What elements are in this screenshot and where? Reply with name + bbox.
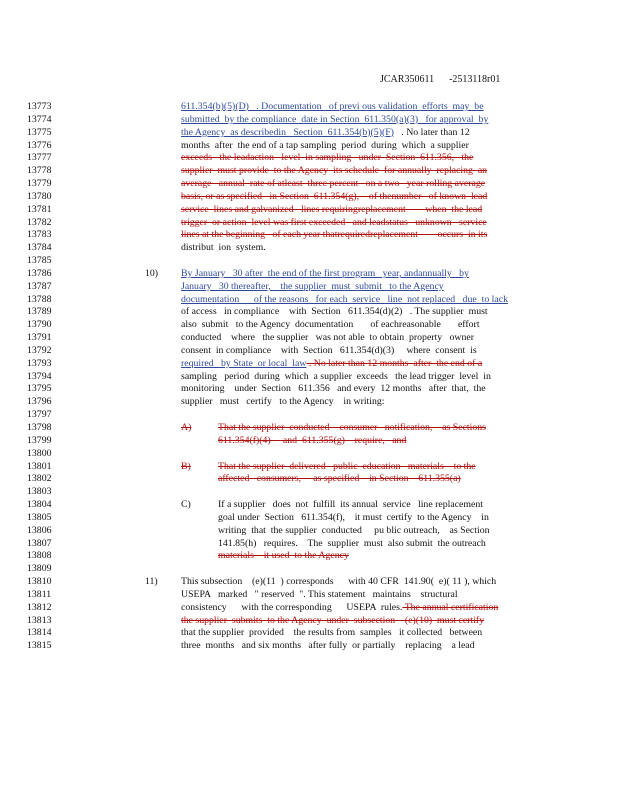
document-line (0, 101, 618, 113)
line-number: 13781 (27, 203, 52, 215)
document-line (0, 435, 618, 447)
body-text: If a supplier does not fulfill its annual service line replacement (218, 499, 483, 511)
line-number: 13777 (27, 152, 52, 164)
line-text (218, 473, 461, 485)
line-text (181, 114, 488, 126)
line-number: 13810 (27, 576, 52, 588)
inserted-text: January 30 thereafter, the supplier must submit to the Agency (181, 280, 444, 292)
document-line (0, 114, 618, 126)
document-line (0, 525, 618, 537)
line-number: 13790 (27, 319, 52, 331)
deleted-text: affected consumers, as specified in Section 611.355(a) (218, 473, 461, 485)
body-text: three months and six months after fully or partially replacing a lead (181, 640, 475, 652)
line-text (218, 461, 476, 473)
body-text: sampling period during which a supplier exceeds the lead trigger level in (181, 370, 491, 382)
document-line (0, 204, 618, 216)
line-text (181, 178, 485, 190)
line-text (181, 358, 482, 370)
inserted-text: 611.354(b)(5)(D) . Documentation of previ ous validation efforts may be (181, 101, 484, 112)
body-text: monitoring under Section 611.356 and every 12 months after that, the (181, 383, 486, 395)
body-text: consistency with the corresponding USEPA rules. (181, 601, 403, 613)
doc-revision: -2513118r01 (449, 74, 501, 85)
line-text (218, 422, 486, 434)
body-text: that the supplier provided the results from samples it collected between (181, 627, 483, 639)
body-text: 141.85(h) requires. The supplier must also submit the outreach (218, 537, 486, 549)
inserted-text: submitted by the compliance date in Section 611.350(a)(3) for approval by (181, 113, 489, 125)
document-line (0, 448, 618, 460)
line-number: 13800 (27, 447, 52, 459)
body-text: goal under Section 611.354(f), it must certify to the Agency in (218, 511, 489, 523)
document-line (0, 281, 618, 293)
line-number: 13778 (27, 165, 52, 177)
document-line (0, 499, 618, 511)
line-number: 13812 (27, 601, 52, 613)
page-header (380, 74, 500, 85)
deleted-text: basis, or as specified in Section 611.354(g), of thenumber of known lead (181, 190, 488, 202)
body-text: This subsection (e)(11 ) corresponds with 40 CFR 141.90( e)( 11 ), which (181, 576, 497, 588)
body-text: . The supplier must (402, 306, 488, 318)
line-number: 13798 (27, 422, 52, 433)
deleted-text: 611.354(f)(4) and 611.355(g) require, and (218, 434, 407, 446)
deleted-text: The annual certification (402, 601, 499, 613)
document-line (0, 383, 618, 395)
document-line (0, 486, 618, 498)
line-number: 13795 (27, 383, 52, 395)
document-line (0, 422, 618, 434)
list-label: B) (181, 460, 191, 472)
document-line (0, 358, 618, 370)
line-number: 13794 (27, 370, 52, 382)
line-text (218, 525, 490, 537)
line-text (181, 165, 487, 177)
line-number: 13788 (27, 293, 52, 305)
line-number: 13784 (27, 242, 52, 254)
deleted-text: exceeds the leadaction level in sampling under Section 611.356, the (181, 152, 474, 164)
deleted-text: That the supplier conducted consumer notification, as Sections (218, 422, 486, 433)
document-line (0, 550, 618, 562)
deleted-text: trigger or action level was first exceeded and leadstatus unknown service (181, 216, 487, 228)
line-text (218, 550, 349, 562)
line-number: 13782 (27, 216, 52, 228)
deleted-text: average annual rate of atleast three percent on a two year rolling average (181, 178, 486, 190)
inserted-text: By January 30 after the end of the first program year, andannually by (181, 267, 469, 279)
body-text: of access in compliance with Section 611.354(d)(2) (181, 306, 403, 318)
document-line (0, 409, 618, 421)
document-line (0, 242, 618, 254)
body-text: distribut ion system. (181, 242, 266, 254)
line-text (181, 306, 488, 318)
document-line (0, 589, 618, 601)
line-text (181, 383, 486, 395)
inserted-text: the Agency as describedin Section 611.354(b)(5)(F) (181, 126, 394, 138)
line-text (181, 242, 266, 254)
line-text (181, 589, 458, 601)
line-text (218, 512, 489, 524)
document-line (0, 294, 618, 306)
body-text: . No later than 12 (393, 126, 470, 138)
document-line (0, 319, 618, 331)
deleted-text: the supplier submits to the Agency under subsection (e)(10) must certify (181, 614, 485, 626)
line-number: 13783 (27, 229, 52, 241)
line-text (181, 332, 474, 344)
line-text (181, 140, 469, 152)
line-text (181, 127, 470, 139)
line-number: 13787 (27, 280, 52, 292)
body-text: USEPA marked " reserved ". This statement maintains structural (181, 588, 458, 600)
line-text (181, 345, 477, 357)
line-number: 13802 (27, 473, 52, 485)
document-line (0, 165, 618, 177)
document-line (0, 217, 618, 229)
line-number: 13811 (27, 588, 52, 600)
line-number: 13799 (27, 434, 52, 446)
document-line (0, 615, 618, 627)
deleted-text: materials it used to the Agency (218, 550, 349, 562)
line-number: 13803 (27, 486, 52, 498)
deleted-text: That the supplier delivered public education materials to the (218, 460, 476, 472)
document-line (0, 602, 618, 614)
line-number: 13809 (27, 563, 52, 575)
line-number: 13785 (27, 255, 52, 267)
list-label: 11) (145, 576, 158, 588)
line-number: 13786 (27, 267, 52, 279)
deleted-text: service lines and galvanized lines requiringreplacement when the lead (181, 203, 483, 215)
document-line (0, 229, 618, 241)
line-text (181, 640, 475, 652)
line-text (181, 191, 487, 203)
line-number: 13808 (27, 550, 52, 562)
line-text (181, 101, 484, 113)
body-text: supplier must certify to the Agency in writing: (181, 396, 385, 408)
body-text: conducted where the supplier was not able to obtain property owner (181, 332, 475, 344)
line-number: 13780 (27, 190, 52, 202)
line-text (181, 319, 480, 331)
line-number: 13774 (27, 113, 52, 125)
document-line (0, 473, 618, 485)
line-number: 13792 (27, 344, 52, 356)
document-line (0, 538, 618, 550)
document-line (0, 152, 618, 164)
line-text (218, 538, 486, 550)
document-line (0, 396, 618, 408)
line-number: 13791 (27, 332, 52, 344)
inserted-text: documentation of the reasons for each service line not replaced due to lack (181, 293, 508, 305)
list-label: A) (181, 422, 192, 433)
line-number: 13807 (27, 537, 52, 549)
line-number: 13804 (27, 499, 52, 511)
line-number: 13793 (27, 357, 52, 369)
line-text (181, 371, 491, 383)
deleted-text: lines at the beginning of each year thatrequiredreplacement occurs in its (181, 229, 488, 241)
document-line (0, 306, 618, 318)
document-line (0, 332, 618, 344)
line-number: 13801 (27, 460, 52, 472)
body-text: consent in compliance with Section 611.354(d)(3) where consent is (181, 344, 477, 356)
line-text (181, 627, 482, 639)
document-line (0, 371, 618, 383)
deleted-text: supplier must provide to the Agency its schedule for annually replacing an (181, 165, 488, 177)
line-number: 13806 (27, 524, 52, 536)
document-line (0, 191, 618, 203)
line-number: 13813 (27, 614, 52, 626)
line-text (181, 396, 385, 408)
body-text: months after the end of a tap sampling period during which a supplier (181, 139, 469, 151)
document-line (0, 576, 618, 588)
document-line (0, 512, 618, 524)
deleted-text: . No later than 12 months after the end of a (306, 357, 483, 369)
document-line (0, 268, 618, 280)
line-text (181, 229, 487, 241)
line-text (218, 499, 483, 511)
body-text: also submit to the Agency documentation of eachreasonable effort (181, 319, 480, 331)
line-text (181, 217, 487, 229)
document-line (0, 127, 618, 139)
document-line (0, 461, 618, 473)
line-number: 13797 (27, 409, 52, 421)
line-number: 13779 (27, 178, 52, 190)
line-text (181, 576, 496, 588)
line-text (181, 204, 482, 216)
line-text (181, 268, 469, 280)
list-label: 10) (145, 267, 159, 279)
line-number: 13776 (27, 139, 52, 151)
line-number: 13773 (27, 101, 52, 112)
line-text (181, 602, 498, 614)
document-line (0, 563, 618, 575)
line-text (181, 281, 444, 293)
line-text (218, 435, 406, 447)
line-text (181, 294, 508, 306)
line-number: 13814 (27, 627, 52, 639)
document-line (0, 178, 618, 190)
line-number: 13805 (27, 511, 52, 523)
line-number: 13815 (27, 640, 52, 652)
line-number: 13789 (27, 306, 52, 318)
document-line (0, 255, 618, 267)
document-line (0, 640, 618, 652)
document-line (0, 140, 618, 152)
inserted-text: required by State or local law (181, 357, 307, 369)
line-number: 13796 (27, 396, 52, 408)
line-text (181, 615, 484, 627)
body-text: writing that the supplier conducted pu blic outreach, as Section (218, 524, 490, 536)
document-line (0, 627, 618, 639)
line-text (181, 152, 473, 164)
list-label: C) (181, 499, 191, 511)
doc-id: JCAR350611 (380, 74, 435, 85)
document-line (0, 345, 618, 357)
line-number: 13775 (27, 126, 52, 138)
